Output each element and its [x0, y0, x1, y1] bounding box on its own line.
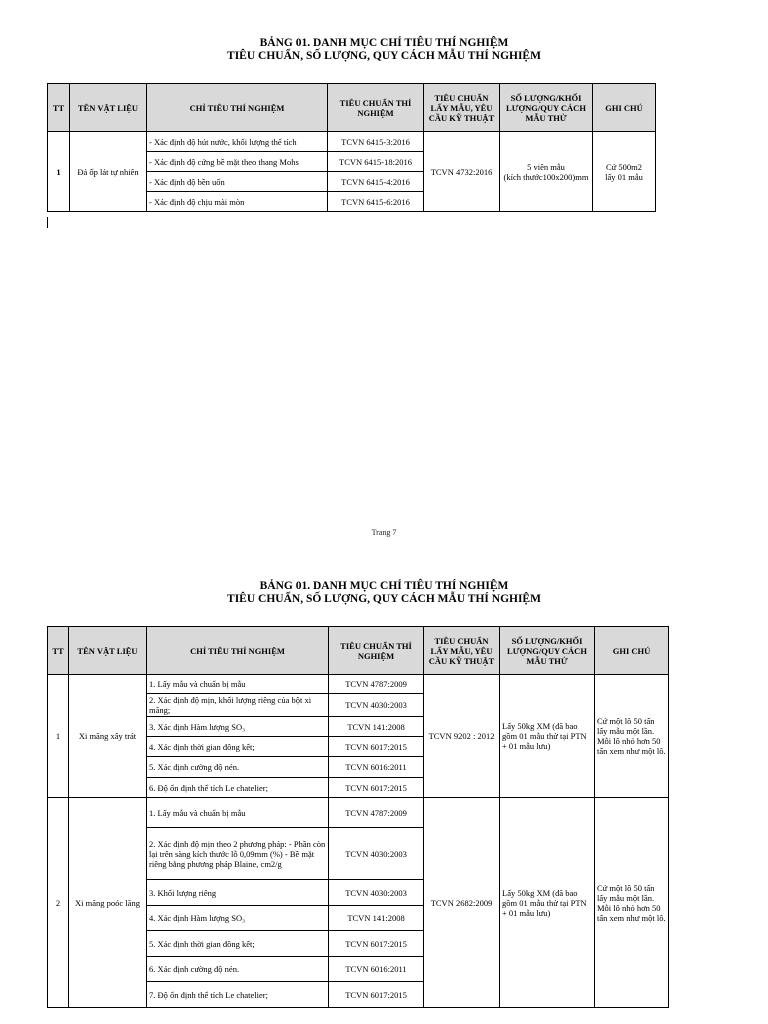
header-test-standard: TIÊU CHUẨN THÍ NGHIỆM — [328, 84, 424, 132]
quantity-line1: 5 viên mẫu — [527, 161, 565, 172]
header-tt: TT — [48, 627, 69, 675]
note-line1: Cứ 500m2 — [605, 161, 642, 172]
test-standard: TCVN 6415-6:2016 — [328, 192, 424, 212]
table-row — [48, 132, 656, 152]
test-standard: TCVN 4030:2003 — [329, 880, 424, 906]
table-title-line1: BẢNG 01. DANH MỤC CHỈ TIÊU THÍ NGHIỆM — [259, 37, 509, 49]
test-standard: TCVN 6415-4:2016 — [328, 172, 424, 192]
test-name: 6. Độ ổn định thể tích Le chatelier; — [147, 778, 329, 798]
note-line2: lấy 01 mẫu — [605, 171, 643, 182]
row-material: Đá ốp lát tự nhiên — [70, 132, 147, 212]
row-tt: 1 — [48, 675, 69, 798]
table-title-line2: TIÊU CHUẨN, SỐ LƯỢNG, QUY CÁCH MẪU THÍ NGHIỆM — [227, 50, 541, 62]
test-standard: TCVN 6017:2015 — [329, 778, 424, 798]
row-tt: 1 — [48, 132, 70, 212]
test-name: 2. Xác định độ mịn theo 2 phương pháp: - Phần còn lại trên sàng kích thước lỗ 0,09mm (%) - Bề mặt riêng bằng phương pháp Blaine, cm2/g — [147, 828, 329, 880]
quantity — [500, 132, 593, 212]
note: Cứ một lô 50 tấn lấy mẫu một lần. Mỗi lô nhỏ hơn 50 tấn xem như một lô. — [595, 798, 669, 1008]
test-standard: TCVN 6016:2011 — [329, 757, 424, 778]
quantity-line2: (kích thước100x200)mm — [503, 171, 589, 182]
test-name: - Xác định độ hút nước, khối lượng thể tích — [147, 132, 328, 152]
test-standard: TCVN 4030:2003 — [329, 828, 424, 880]
quantity: Lấy 50kg XM (đã bao gồm 01 mẫu thử tại PTN + 01 mẫu lưu) — [500, 675, 595, 798]
test-name: - Xác định độ cứng bề mặt theo thang Mohs — [147, 152, 328, 172]
row-material: Xi măng poóc lăng — [69, 798, 147, 1008]
test-standard: TCVN 6017:2015 — [329, 931, 424, 957]
test-name: 5. Xác định thời gian đông kết; — [147, 931, 329, 957]
header-quantity: SỐ LƯỢNG/KHỐI LƯỢNG/QUY CÁCH MẪU THỬ — [500, 627, 595, 675]
test-standard: TCVN 141:2008 — [329, 906, 424, 931]
test-name: 1. Lấy mẫu và chuẩn bị mẫu — [147, 798, 329, 828]
table-title — [0, 37, 768, 63]
test-name: 2. Xác định độ mịn, khối lượng riêng của bột xi măng; — [147, 694, 329, 717]
test-name: - Xác định độ chịu mài mòn — [147, 192, 328, 212]
page-number: Trang 7 — [371, 528, 397, 537]
test-standard: TCVN 4787:2009 — [329, 798, 424, 828]
sampling-standard: TCVN 2682:2009 — [424, 798, 500, 1008]
test-name: 7. Độ ổn định thể tích Le chatelier; — [147, 982, 329, 1008]
table-title-line1: BẢNG 01. DANH MỤC CHỈ TIÊU THÍ NGHIỆM — [259, 580, 509, 592]
header-tt: TT — [48, 84, 70, 132]
test-standard: TCVN 6016:2011 — [329, 957, 424, 982]
test-name: 4. Xác định Hàm lượng SO₃ — [147, 906, 329, 931]
header-sampling-standard: TIÊU CHUẨN LẤY MẪU, YÊU CẦU KỸ THUẬT — [424, 84, 500, 132]
test-standard: TCVN 6017:2015 — [329, 982, 424, 1008]
table-row — [48, 675, 669, 694]
header-test: CHỈ TIÊU THÍ NGHIỆM — [147, 627, 329, 675]
test-standard: TCVN 141:2008 — [329, 717, 424, 737]
table-title — [0, 580, 768, 606]
test-name: 6. Xác định cường độ nén. — [147, 957, 329, 982]
test-standard: TCVN 6415-18:2016 — [328, 152, 424, 172]
test-name: 5. Xác định cường độ nén. — [147, 757, 329, 778]
header-note: GHI CHÚ — [595, 627, 669, 675]
test-name: - Xác định độ bền uốn — [147, 172, 328, 192]
row-tt: 2 — [48, 798, 69, 1008]
test-table-2 — [47, 626, 669, 1008]
test-table-1 — [47, 83, 656, 212]
header-material: TÊN VẬT LIỆU — [70, 84, 147, 132]
test-standard: TCVN 6017:2015 — [329, 737, 424, 757]
table-left-border-remnant — [47, 217, 48, 228]
table-row — [48, 798, 669, 828]
row-material: Xi măng xây trát — [69, 675, 147, 798]
note: Cứ một lô 50 tấn lấy mẫu một lần. Mỗi lô nhỏ hơn 50 tấn xem như một lô. — [595, 675, 669, 798]
header-row — [48, 84, 656, 132]
test-standard: TCVN 4787:2009 — [329, 675, 424, 694]
test-standard: TCVN 6415-3:2016 — [328, 132, 424, 152]
header-note: GHI CHÚ — [593, 84, 656, 132]
sampling-standard: TCVN 4732:2016 — [424, 132, 500, 212]
note — [593, 132, 656, 212]
test-name: 3. Xác định Hàm lượng SO₃ — [147, 717, 329, 737]
header-test: CHỈ TIÊU THÍ NGHIỆM — [147, 84, 328, 132]
header-row — [48, 627, 669, 675]
header-sampling-standard: TIÊU CHUẨN LẤY MẪU, YÊU CẦU KỸ THUẬT — [424, 627, 500, 675]
quantity: Lấy 50kg XM (đã bao gồm 01 mẫu thử tại PTN + 01 mẫu lưu) — [500, 798, 595, 1008]
test-standard: TCVN 4030:2003 — [329, 694, 424, 717]
sampling-standard: TCVN 9202 : 2012 — [424, 675, 500, 798]
table-title-line2: TIÊU CHUẨN, SỐ LƯỢNG, QUY CÁCH MẪU THÍ NGHIỆM — [227, 593, 541, 605]
test-name: 3. Khối lượng riêng — [147, 880, 329, 906]
test-name: 1. Lấy mẫu và chuẩn bị mẫu — [147, 675, 329, 694]
header-material: TÊN VẬT LIỆU — [69, 627, 147, 675]
test-name: 4. Xác định thời gian đông kết; — [147, 737, 329, 757]
header-quantity: SỐ LƯỢNG/KHỐI LƯỢNG/QUY CÁCH MẪU THỬ — [500, 84, 593, 132]
header-test-standard: TIÊU CHUẨN THÍ NGHIỆM — [329, 627, 424, 675]
